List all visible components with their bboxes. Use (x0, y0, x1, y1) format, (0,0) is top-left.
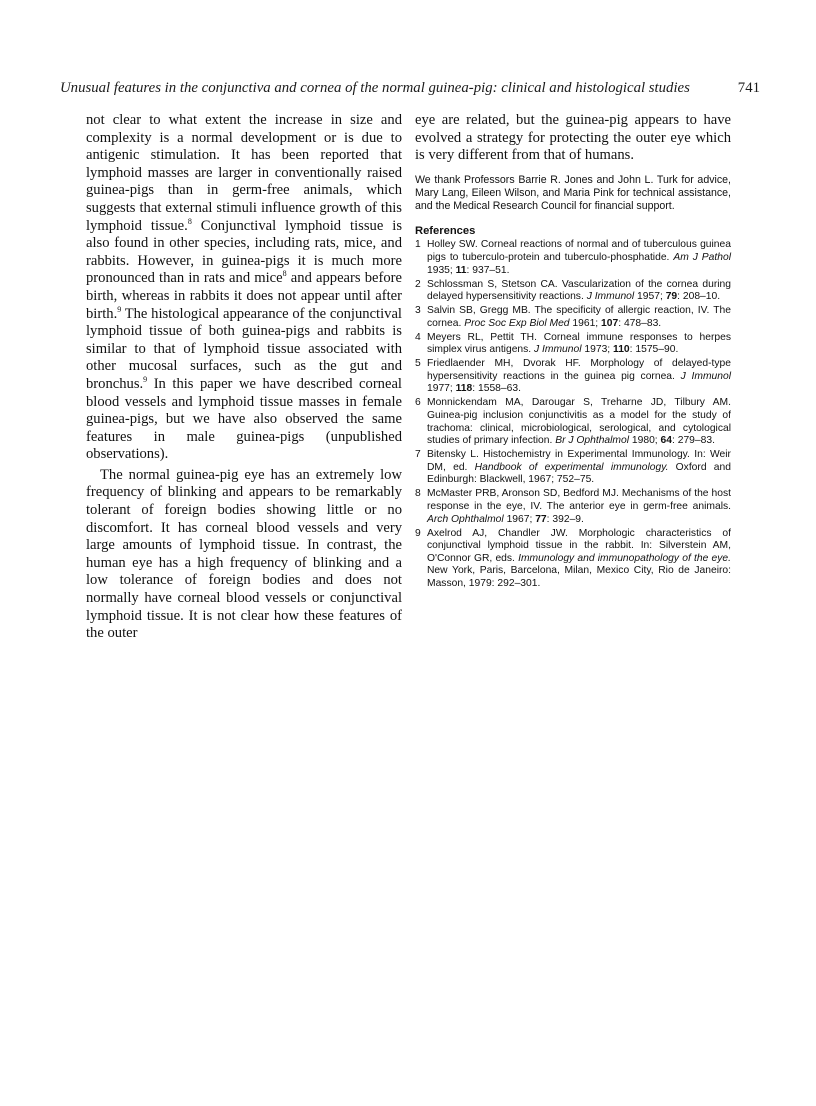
reference-text: Holley SW. Corneal reactions of normal and of tuberculous guinea pigs to tuberculo-protein and tuberculo-phosphatide. (427, 239, 731, 263)
reference-item (415, 279, 731, 304)
right-column (415, 112, 731, 592)
reference-journal: Am J Pathol (673, 251, 731, 263)
reference-volume: 11 (455, 264, 467, 276)
para1-text-b: Conjunctival lymphoid tissue is also found in other species, including rats, mice, and rabbits. However, in guinea-pigs it is much more pronounced than in rats and mice (86, 217, 402, 287)
reference-number: 2 (415, 278, 421, 290)
running-title: Unusual features in the conjunctiva and cornea of the normal guinea-pig: clinical and histological studies (60, 80, 690, 96)
reference-volume: 107 (601, 317, 619, 329)
reference-item (415, 397, 731, 447)
reference-text: Axelrod AJ, Chandler JW. Morphologic characteristics of conjunctival lymphoid tissue in the rabbit. In: Silverstein AM, O'Connor GR, eds. (427, 527, 731, 564)
reference-year: 1961; (569, 317, 602, 329)
reference-item (415, 305, 731, 330)
reference-journal: J Immunol (586, 291, 635, 303)
reference-item (415, 239, 731, 277)
reference-number: 7 (415, 449, 421, 461)
citation-9: 9 (143, 375, 148, 385)
reference-pages: : 1575–90. (629, 344, 679, 356)
reference-year: 1977; (427, 383, 456, 395)
running-header (60, 80, 760, 102)
reference-text: Schlossman S, Stetson CA. Vascularization of the cornea during delayed hypersensitivity reactions. (427, 278, 731, 303)
reference-text: Bitensky L. Histochemistry in Experimental Immunology. In: Weir DM, ed. (427, 449, 731, 473)
reference-journal: Handbook of experimental immunology. (474, 461, 669, 473)
body-paragraph-continuation: eye are related, but the guinea-pig appears to have evolved a strategy for protecting the outer eye which is very different from that of humans. (415, 112, 731, 164)
reference-item (415, 449, 731, 487)
reference-volume: 118 (455, 383, 473, 395)
citation-8: 8 (282, 269, 287, 279)
reference-journal: Arch Ophthalmol (427, 513, 504, 525)
body-paragraph-1 (86, 112, 402, 464)
reference-number: 6 (415, 397, 421, 409)
reference-journal: J Immunol (680, 370, 732, 382)
reference-item (415, 488, 731, 526)
reference-pages: : 208–10. (677, 291, 721, 303)
reference-journal: Immunology and immunopathology of the eye. (518, 552, 731, 564)
reference-pages: : 392–9. (546, 513, 584, 525)
reference-number: 9 (415, 527, 421, 539)
citation-8: 8 (187, 216, 192, 226)
reference-volume: 110 (613, 344, 630, 356)
reference-item (415, 528, 731, 591)
reference-pages: : 279–83. (672, 435, 715, 447)
reference-volume: 79 (665, 291, 678, 303)
reference-pages: : 1558–63. (472, 383, 521, 395)
reference-volume: 64 (660, 435, 672, 447)
reference-number: 3 (415, 305, 421, 317)
reference-item (415, 358, 731, 396)
reference-year: 1957; (634, 291, 666, 303)
reference-year: 1973; (581, 344, 614, 356)
reference-number: 8 (415, 488, 421, 500)
acknowledgement: We thank Professors Barrie R. Jones and John L. Turk for advice, Mary Lang, Eileen Wilson, and Maria Pink for technical assistance, and the Medical Research Council for financial support. (415, 173, 731, 213)
left-column (86, 112, 402, 643)
citation-9: 9 (117, 304, 122, 314)
reference-pages: : 937–51. (466, 264, 510, 276)
reference-year: 1980; (629, 435, 661, 447)
para1-text-c: and appears before birth, whereas in rabbits it does not appear until after birth. (86, 270, 402, 322)
reference-number: 1 (415, 239, 421, 251)
reference-journal: J Immunol (534, 344, 582, 356)
para1-text-e: In this paper we have described corneal blood vessels and lymphoid tissue masses in female guinea-pigs, but we have also observed the same features in male guinea-pigs (unpublished observations). (86, 375, 402, 463)
reference-text: Friedlaender MH, Dvorak HF. Morphology of delayed-type hypersensitivity reactions in the guinea pig cornea. (427, 358, 731, 382)
reference-number: 5 (415, 358, 421, 370)
reference-year: 1967; (503, 513, 536, 525)
reference-text: Salvin SB, Gregg MB. The specificity of allergic reaction, IV. The cornea. (427, 305, 731, 329)
para1-text-a: not clear to what extent the increase in size and complexity is a normal development or is due to antigenic stimulation. It has been reported that lymphoid masses are larger in conventionally raised guinea-pigs than in germ-free animals, which suggests that external stimuli influence growth of this lymphoid tissue. (86, 112, 402, 234)
reference-year: 1935; (427, 264, 456, 276)
references-heading: References (415, 225, 476, 238)
reference-year: Oxford and Edinburgh: Blackwell, 1967; 752–75. (427, 461, 731, 486)
reference-volume: 77 (535, 513, 547, 525)
reference-number: 4 (415, 331, 421, 343)
page-number: 741 (737, 80, 760, 96)
reference-text: McMaster PRB, Aronson SD, Bedford MJ. Mechanisms of the host response in the eye, IV. The anterior eye in germ-free animals. (427, 488, 731, 512)
para1-text-d: The histological appearance of the conjunctival lymphoid tissue of both guinea-pigs and rabbits is similar to that of lymphoid tissue associated with other mucosal surfaces, such as the gut and bronchus. (86, 305, 402, 392)
reference-journal: Proc Soc Exp Biol Med (464, 317, 570, 329)
body-paragraph-2: The normal guinea-pig eye has an extremely low frequency of blinking and appears to be remarkably tolerant of foreign bodies showing little or no discomfort. It has corneal blood vessels and very large amounts of lymphoid tissue. In contrast, the human eye has a high frequency of blinking and a low tolerance of foreign bodies and does not normally have corneal blood vessels or conjunctival lymphoid tissue. It is not clear how these features of the outer (86, 466, 402, 642)
reference-item (415, 332, 731, 357)
reference-text: Meyers RL, Pettit TH. Corneal immune responses to herpes simplex virus antigens. (427, 331, 731, 356)
reference-year: New York, Paris, Barcelona, Milan, Mexico City, Rio de Janeiro: Masson, 1979: 292–301. (427, 565, 731, 589)
reference-text: Monnickendam MA, Darougar S, Treharne JD, Tilbury AM. Guinea-pig inclusion conjunctivitis as a model for the study of trachoma: clinical, microbiological, serological, and cytological studies of primary infection. (427, 397, 731, 447)
reference-pages: : 478–83. (618, 317, 662, 329)
references-list (415, 239, 731, 590)
reference-journal: Br J Ophthalmol (555, 435, 630, 447)
